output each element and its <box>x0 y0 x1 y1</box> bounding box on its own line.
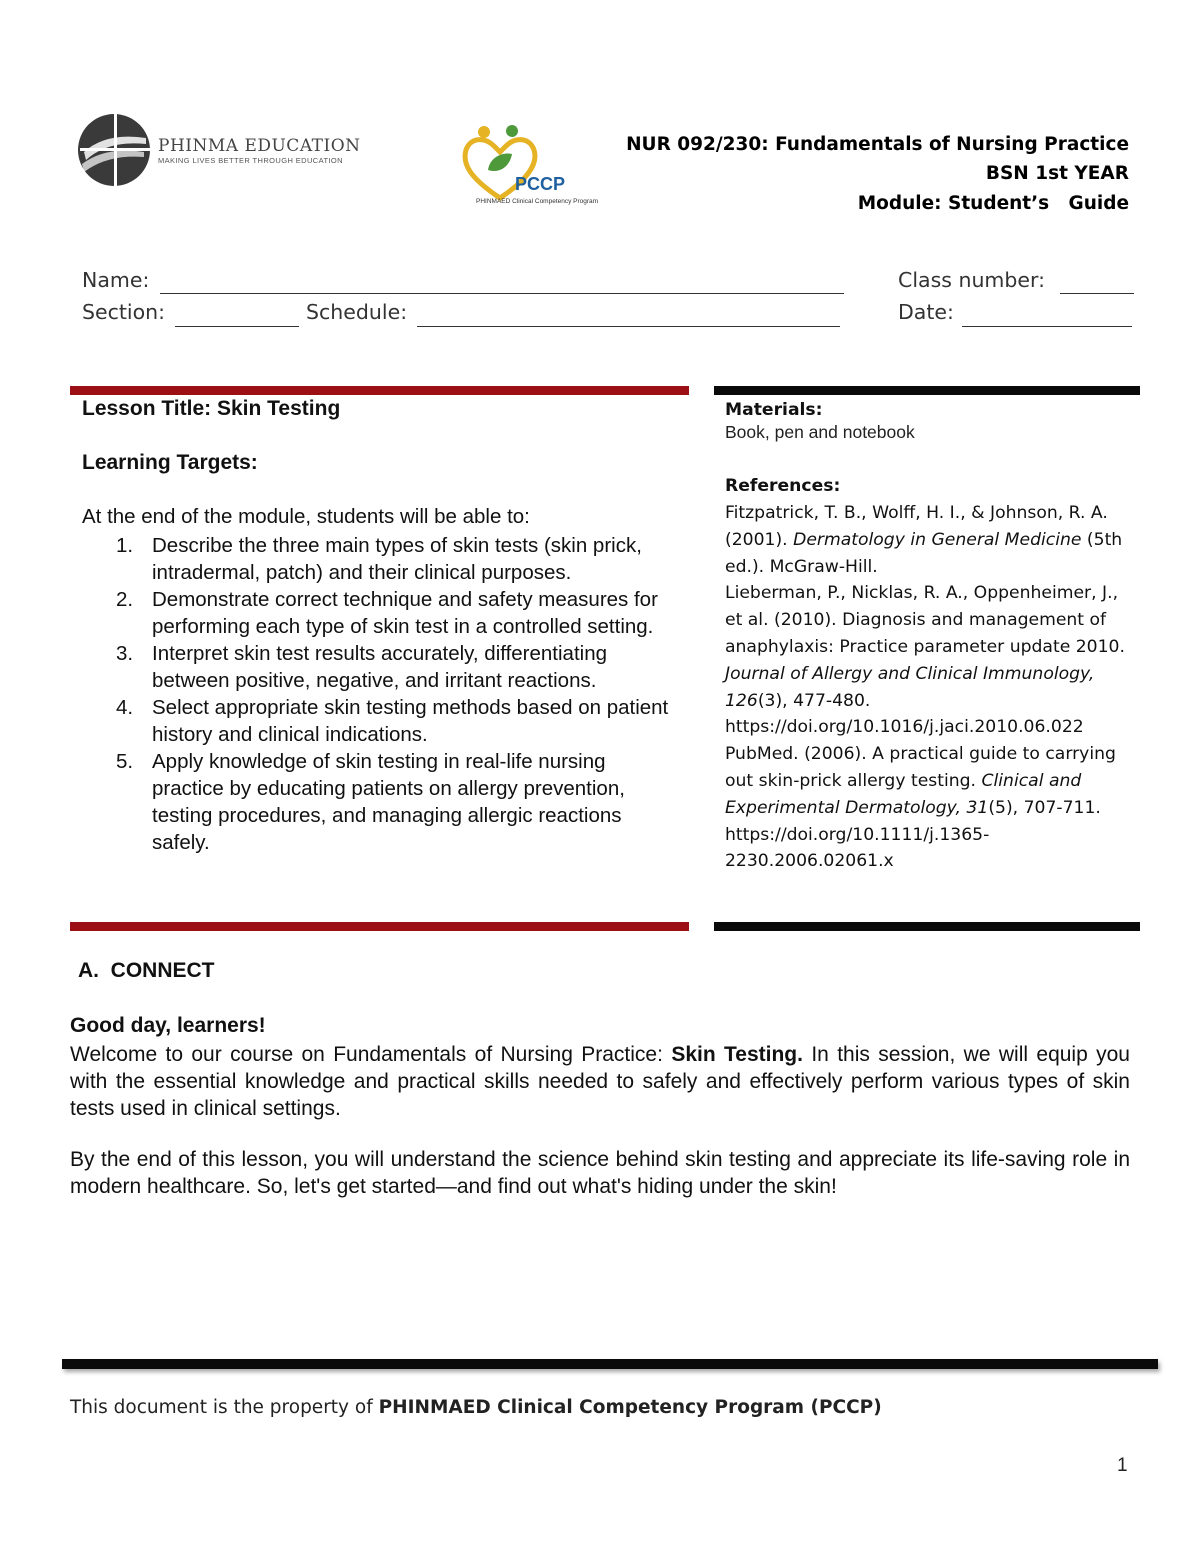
reference-details: (5th ed.). McGraw-Hill. <box>725 529 1123 577</box>
reference-authors: PubMed. (2006). A practical guide to carrying out skin-prick allergy testing. <box>725 744 1116 791</box>
list-text: Select appropriate skin testing methods based on patient history and clinical indications. <box>152 696 669 746</box>
learning-targets-list <box>82 532 682 856</box>
reference-details[interactable]: (5), 707-711. https://doi.org/10.1111/j.1365-2230.2006.02061.x <box>725 797 1101 872</box>
class-number-label: Class number: <box>898 268 1046 292</box>
phinma-name: PHINMA EDUCATION <box>158 136 361 156</box>
year-level: BSN 1st YEAR <box>985 163 1129 184</box>
list-number: 5. <box>116 750 134 773</box>
reference-authors: Lieberman, P., Nicklas, R. A., Oppenheimer, J., et al. (2010). Diagnosis and management of anaphylaxis: Practice parameter update 2010. <box>725 583 1125 657</box>
connect-heading: A. CONNECT <box>78 959 215 982</box>
page-number: 1 <box>1117 1455 1128 1476</box>
reference-journal: Journal of Allergy and Clinical Immunology, 126 <box>725 663 1095 711</box>
list-item <box>82 532 682 586</box>
schedule-label: Schedule: <box>306 300 408 324</box>
greeting: Good day, learners! <box>70 1014 266 1037</box>
paragraph-text: Welcome to our course on Fundamentals of Nursing Practice: <box>70 1043 672 1066</box>
name-label: Name: <box>82 268 150 292</box>
list-number: 1. <box>116 534 134 557</box>
phinma-tagline: MAKING LIVES BETTER THROUGH EDUCATION <box>158 156 343 165</box>
left-top-divider <box>70 386 689 395</box>
reference-item <box>725 741 1135 875</box>
reference-details[interactable]: (3), 477-480. https://doi.org/10.1016/j.jaci.2010.06.022 <box>725 690 1084 738</box>
right-top-divider <box>714 386 1140 395</box>
pccp-subtitle: PHINMAED Clinical Competency Program <box>476 198 599 205</box>
closing-paragraph: By the end of this lesson, you will understand the science behind skin testing and appreciate its life-saving role in modern healthcare. So, let's get started—and find out what's hiding under the skin! <box>70 1148 1130 1198</box>
welcome-paragraph <box>70 1041 1130 1122</box>
footer-text: This document is the property of <box>70 1397 379 1418</box>
date-field[interactable] <box>962 326 1132 327</box>
learning-targets-intro: At the end of the module, students will be able to: <box>82 505 530 528</box>
footer-property-note <box>70 1397 882 1418</box>
schedule-field[interactable] <box>417 326 840 327</box>
list-item <box>82 640 682 694</box>
list-text: Interpret skin test results accurately, differentiating between positive, negative, and irritant reactions. <box>152 642 608 692</box>
list-item <box>82 586 682 640</box>
reference-title: Dermatology in General Medicine <box>793 529 1082 550</box>
lesson-title: Lesson Title: Skin Testing <box>82 397 341 420</box>
course-title: NUR 092/230: Fundamentals of Nursing Practice <box>626 134 1129 155</box>
footer-owner: PHINMAED Clinical Competency Program (PCCP) <box>378 1397 882 1418</box>
list-item <box>82 748 682 856</box>
paragraph-emphasis: Skin Testing. <box>671 1043 803 1066</box>
footer-divider <box>62 1359 1158 1369</box>
right-bottom-divider <box>714 922 1140 931</box>
list-number: 2. <box>116 588 134 611</box>
module-label: Module: Student’s Guide <box>857 193 1129 214</box>
section-field[interactable] <box>175 326 299 327</box>
list-text: Apply knowledge of skin testing in real-life nursing practice by educating patients on allergy prevention, testing procedures, and managing allergic reactions safely. <box>152 750 625 854</box>
date-label: Date: <box>898 300 954 324</box>
list-text: Describe the three main types of skin tests (skin prick, intradermal, patch) and their clinical purposes. <box>152 534 642 584</box>
reference-journal: Clinical and Experimental Dermatology, 31 <box>725 770 1082 818</box>
reference-item <box>725 500 1135 580</box>
section-label: Section: <box>82 300 166 324</box>
reference-item <box>725 580 1135 741</box>
class-number-field[interactable] <box>1060 293 1134 294</box>
materials-body: Book, pen and notebook <box>725 422 915 442</box>
list-text: Demonstrate correct technique and safety measures for performing each type of skin test in a controlled setting. <box>152 588 658 638</box>
references-list <box>725 500 1135 875</box>
references-heading: References: <box>725 476 841 496</box>
list-item <box>82 694 682 748</box>
list-number: 3. <box>116 642 134 665</box>
left-bottom-divider <box>70 922 689 931</box>
learning-targets-heading: Learning Targets: <box>82 451 258 474</box>
paragraph-text: In this session, we will equip you with the essential knowledge and practical skills needed to safely and effectively perform various types of skin tests used in clinical settings. <box>70 1043 1130 1120</box>
materials-heading: Materials: <box>725 400 823 420</box>
pccp-name: PCCP <box>515 174 566 194</box>
name-field[interactable] <box>160 293 844 294</box>
list-number: 4. <box>116 696 134 719</box>
reference-authors: Fitzpatrick, T. B., Wolff, H. I., & Johnson, R. A. (2001). <box>725 503 1108 550</box>
